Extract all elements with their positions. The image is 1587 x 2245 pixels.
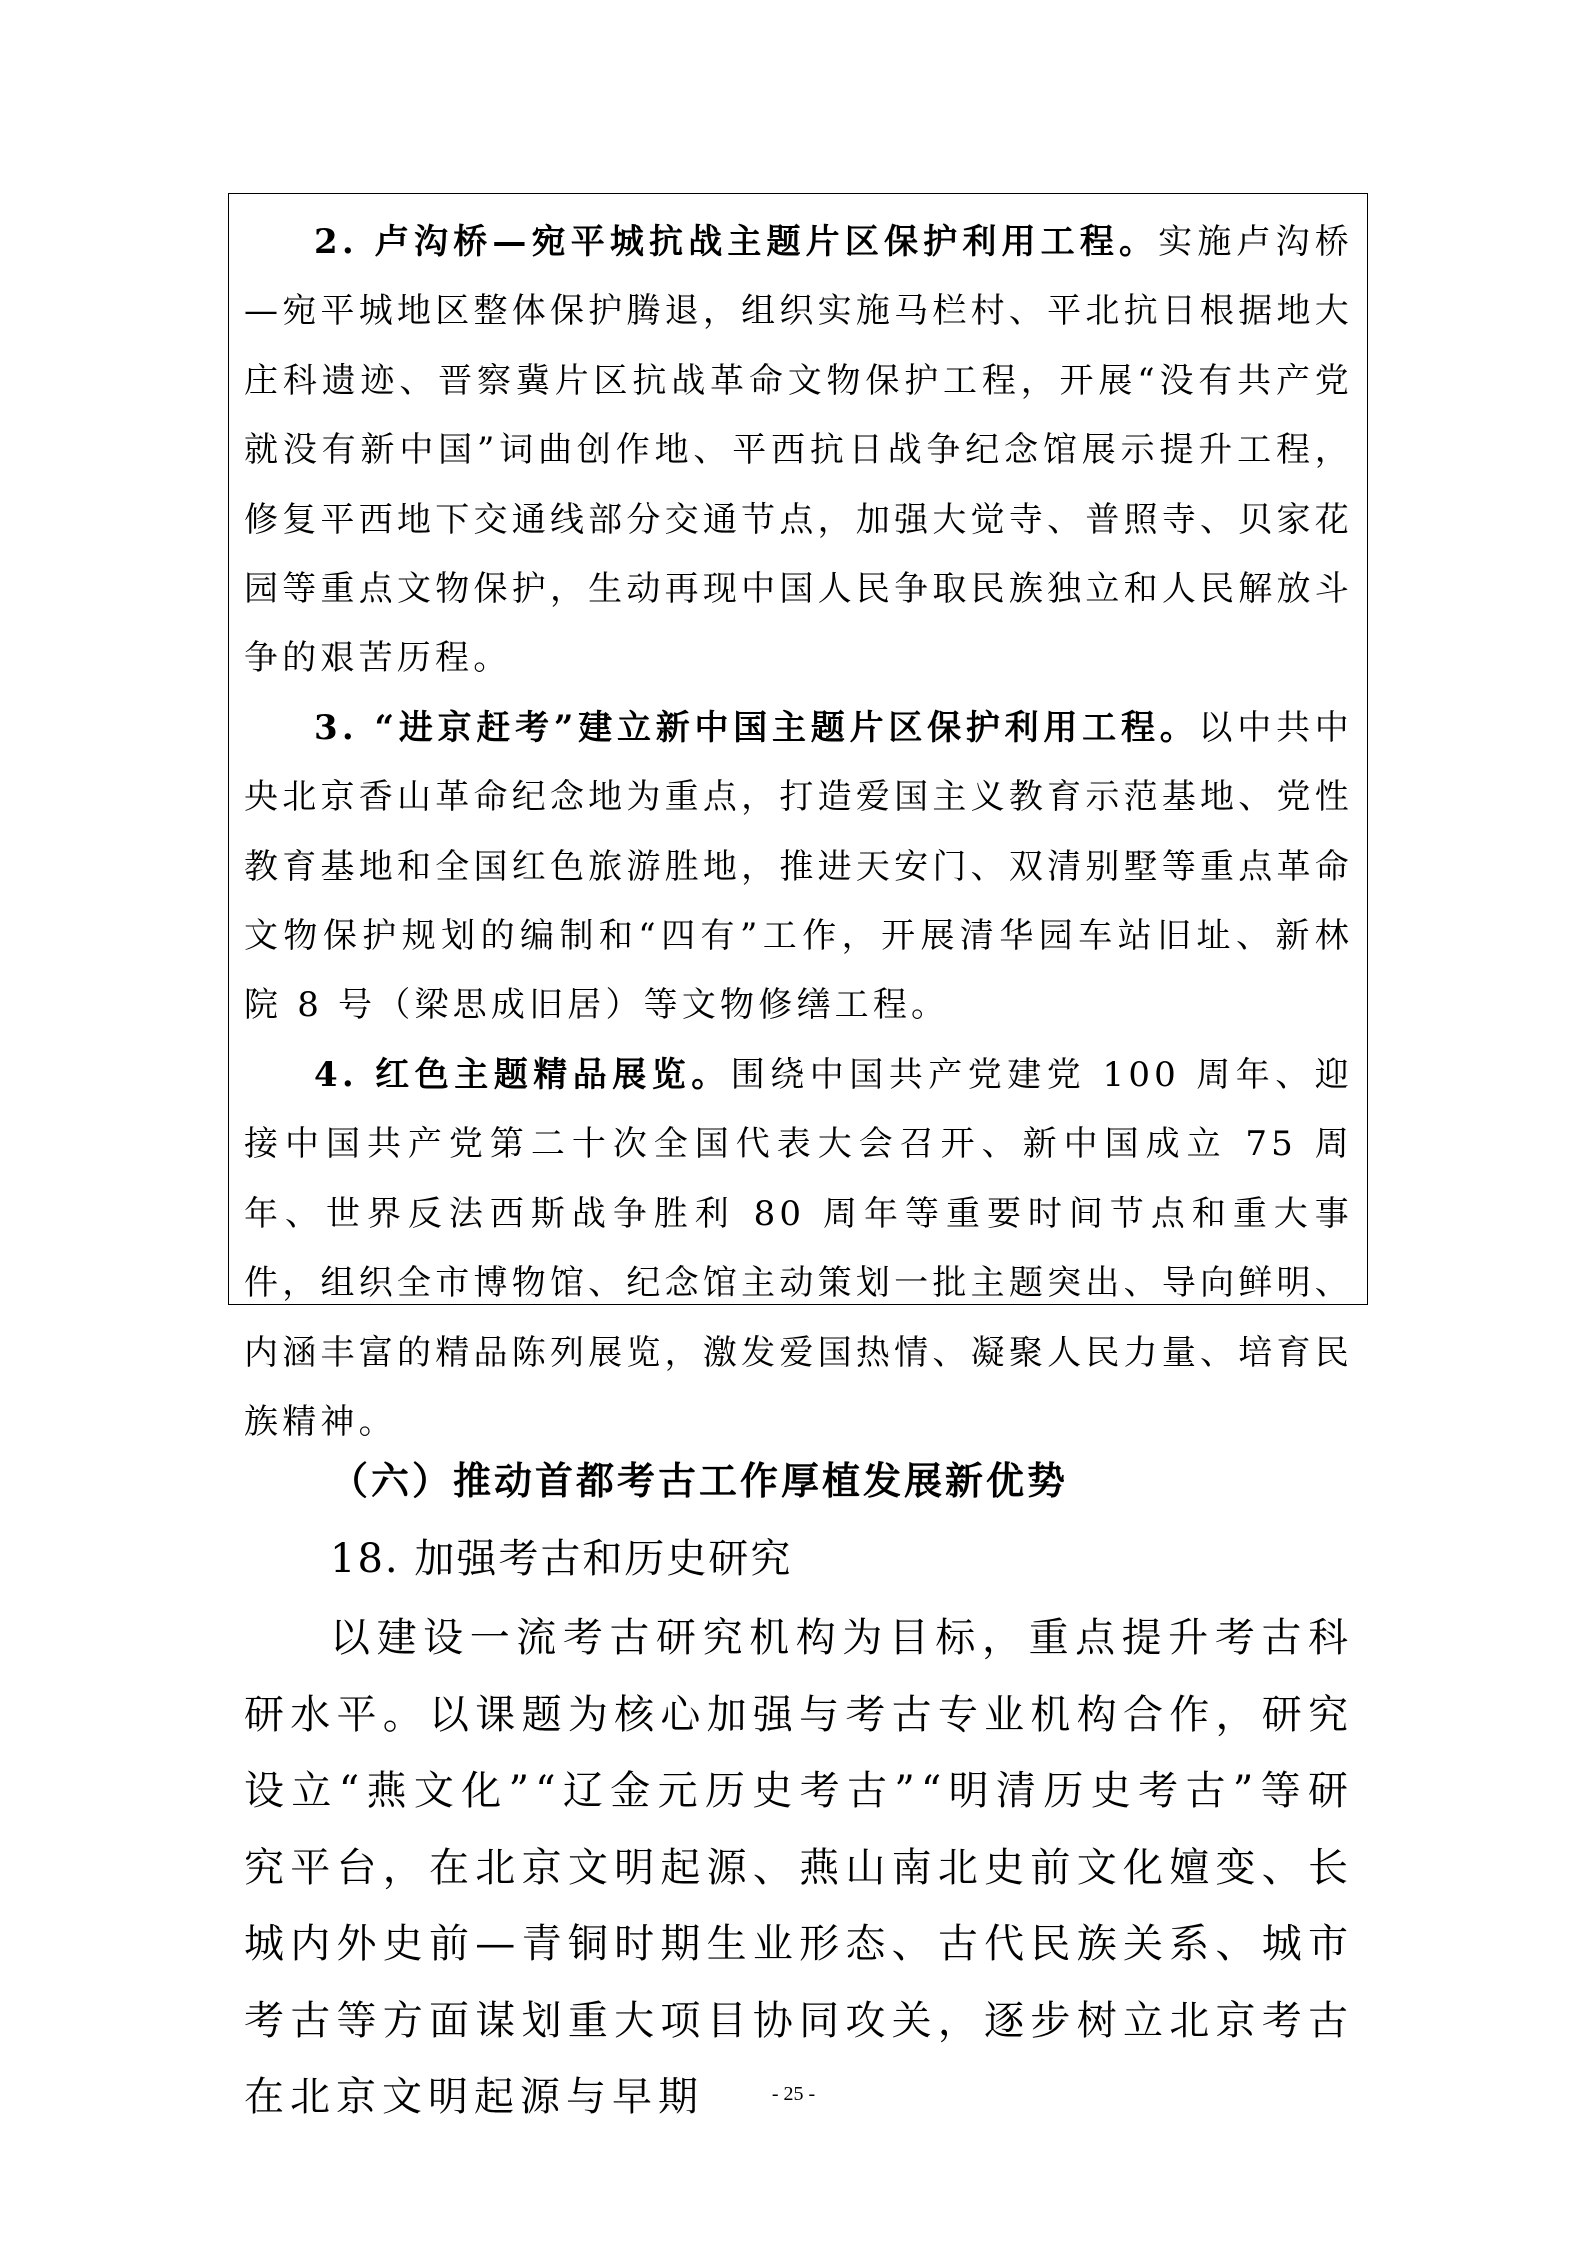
item-4-text: 围绕中国共产党建党 100 周年、迎接中国共产党第二十次全国代表大会召开、新中国成立 75 周年、世界反法西斯战争胜利 80 周年等重要时间节点和重大事件，组织全市博物馆、纪念馆主动策划一批主题突出、导向鲜明、内涵丰富的精品陈列展览，激发爱国热情、凝聚人民力量、培育民族精神。 xyxy=(244,1054,1353,1442)
item-3-heading: 3. “进京赶考”建立新中国主题片区保护利用工程。 xyxy=(314,707,1199,748)
section-heading: （六）推动首都考古工作厚植发展新优势 xyxy=(330,1458,1069,1503)
red-themes-text-box xyxy=(228,193,1368,1442)
page-number: - 25 - xyxy=(771,2083,816,2105)
box-paragraph-item-2 xyxy=(244,208,1353,694)
item-2-text: 实施卢沟桥—宛平城地区整体保护腾退，组织实施马栏村、平北抗日根据地大庄科遗迹、晋察冀片区抗战革命文物保护工程，开展“没有共产党就没有新中国”词曲创作地、平西抗日战争纪念馆展示提升工程，修复平西地下交通线部分交通节点，加强大觉寺、普照寺、贝家花园等重点文物保护，生动再现中国人民争取民族独立和人民解放斗争的艰苦历程。 xyxy=(244,222,1354,679)
item-2-heading: 2. 卢沟桥—宛平城抗战主题片区保护利用工程。 xyxy=(314,222,1159,262)
item-3-text: 以中共中央北京香山革命纪念地为重点，打造爱国主义教育示范基地、党性教育基地和全国红色旅游胜地，推进天安门、双清别墅等重点革命文物保护规划的编制和“四有”工作，开展清华园车站旧址、新林院 8 号（梁思成旧居）等文物修缮工程。 xyxy=(244,707,1353,1026)
subsection-heading: 18. 加强考古和历史研究 xyxy=(330,1536,793,1582)
box-paragraph-item-3 xyxy=(244,694,1353,1041)
box-paragraph-item-4 xyxy=(244,1041,1353,1457)
item-4-heading: 4. 红色主题精品展览。 xyxy=(314,1054,731,1095)
body-paragraph: 以建设一流考古研究机构为目标，重点提升考古科研水平。以课题为核心加强与考古专业机构合作，研究设立“燕文化”“辽金元历史考古”“明清历史考古”等研究平台，在北京文明起源、燕山南北史前文化嬗变、长城内外史前—青铜时期生业形态、古代民族关系、城市考古等方面谋划重大项目协同攻关，逐步树立北京考古在北京文明起源与早期 xyxy=(244,1615,1354,2120)
